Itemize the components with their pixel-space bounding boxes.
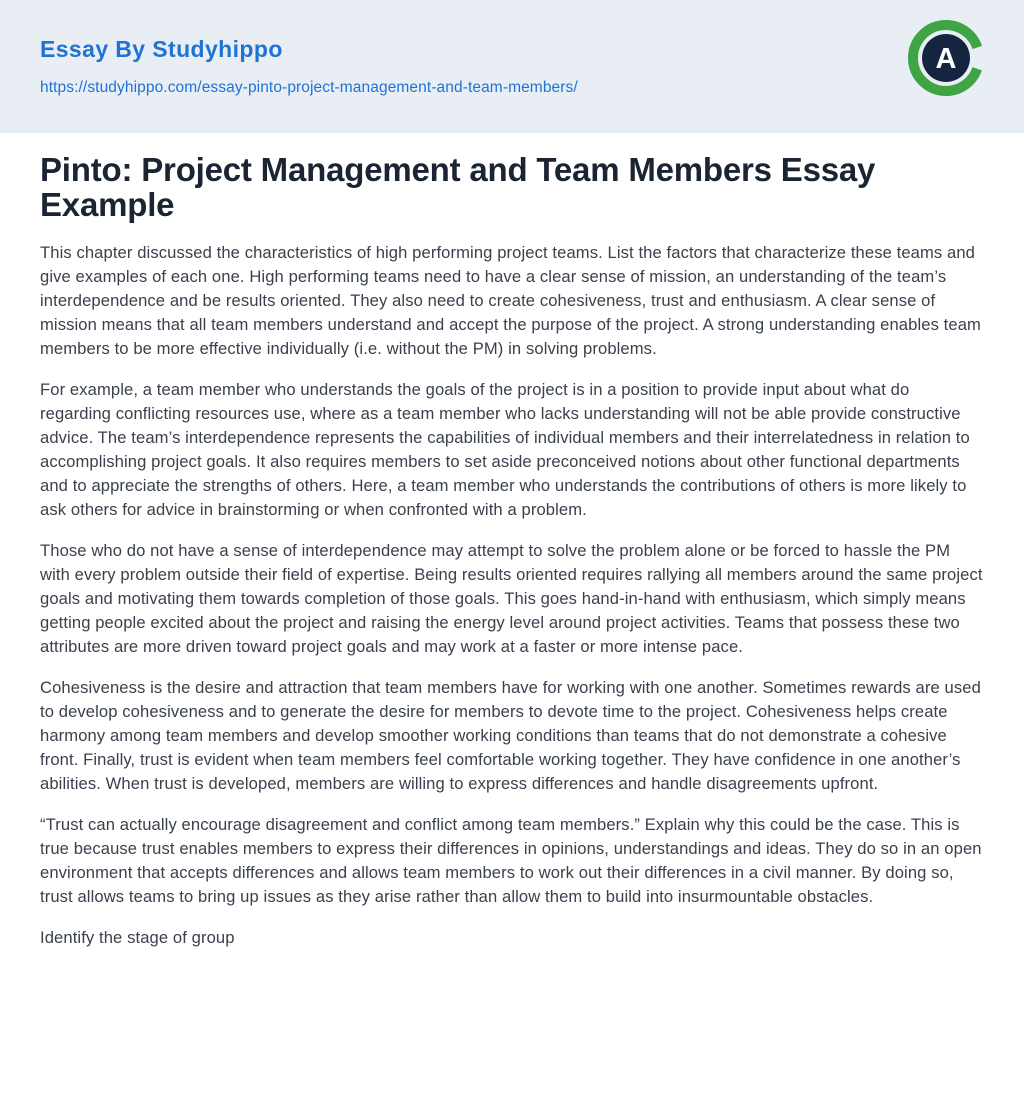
logo-letter: A	[935, 43, 957, 75]
essay-title: Pinto: Project Management and Team Members Essay Example	[40, 151, 876, 223]
site-header	[0, 0, 1024, 133]
essay-paragraph: This chapter discussed the characteristics of high performing project teams. List the factors that characterize these teams and give examples of each one. High performing teams need to have a clear sense of mission, an understanding of the team’s interdependence and be results oriented. They also need to create cohesiveness, trust and enthusiasm. A clear sense of mission means that all team members understand and accept the purpose of the project. A strong understanding enables team members to be more effective individually (i.e. without the PM) in solving problems.	[40, 242, 981, 358]
essay-paragraph: “Trust can actually encourage disagreement and conflict among team members.” Explain why this could be the case. This is true because trust enables members to express their differences in opinions, understandings and ideas. They do so in an open environment that accepts differences and allows team members to work out their differences in a civil manner. By doing so, trust allows teams to bring up issues as they arise rather than allow them to build into insurmountable obstacles.	[40, 814, 982, 906]
essay-paragraph: For example, a team member who understands the goals of the project is in a position to provide input about what do regarding conflicting resources use, where as a team member who lacks understanding will not be able provide constructive advice. The team’s interdependence represents the capabilities of individual members and their interrelatedness in relation to accomplishing project goals. It also requires members to set aside preconceived notions about other functional departments and to appreciate the strengths of others. Here, a team member who understands the contributions of others is more likely to ask others for advice in brainstorming or when confronted with a problem.	[40, 379, 970, 519]
site-title: Essay By Studyhippo	[40, 36, 283, 62]
essay-content	[0, 133, 1024, 950]
studyhippo-logo-icon	[908, 20, 984, 96]
essay-paragraph: Identify the stage of group	[40, 927, 235, 947]
essay-paragraph: Cohesiveness is the desire and attraction that team members have for working with one another. Sometimes rewards are used to develop cohesiveness and to generate the desire for members to devote time to the project. Cohesiveness helps create harmony among team members and develop smoother working conditions than teams that do not demonstrate a cohesive front. Finally, trust is evident when team members feel comfortable working together. They have confidence in one another’s abilities. When trust is developed, members are willing to express differences and handle disagreements upfront.	[40, 677, 981, 793]
header-text-block	[40, 36, 578, 97]
essay-paragraph: Those who do not have a sense of interdependence may attempt to solve the problem alone or be forced to hassle the PM with every problem outside their field of expertise. Being results oriented requires rallying all members around the same project goals and motivating them towards completion of those goals. This goes hand-in-hand with enthusiasm, which simply means getting people excited about the project and raising the energy level around project activities. Teams that possess these two attributes are more driven toward project goals and may work at a faster or more intense pace.	[40, 540, 983, 656]
essay-url-link[interactable]: https://studyhippo.com/essay-pinto-project-management-and-team-members/	[40, 78, 578, 96]
